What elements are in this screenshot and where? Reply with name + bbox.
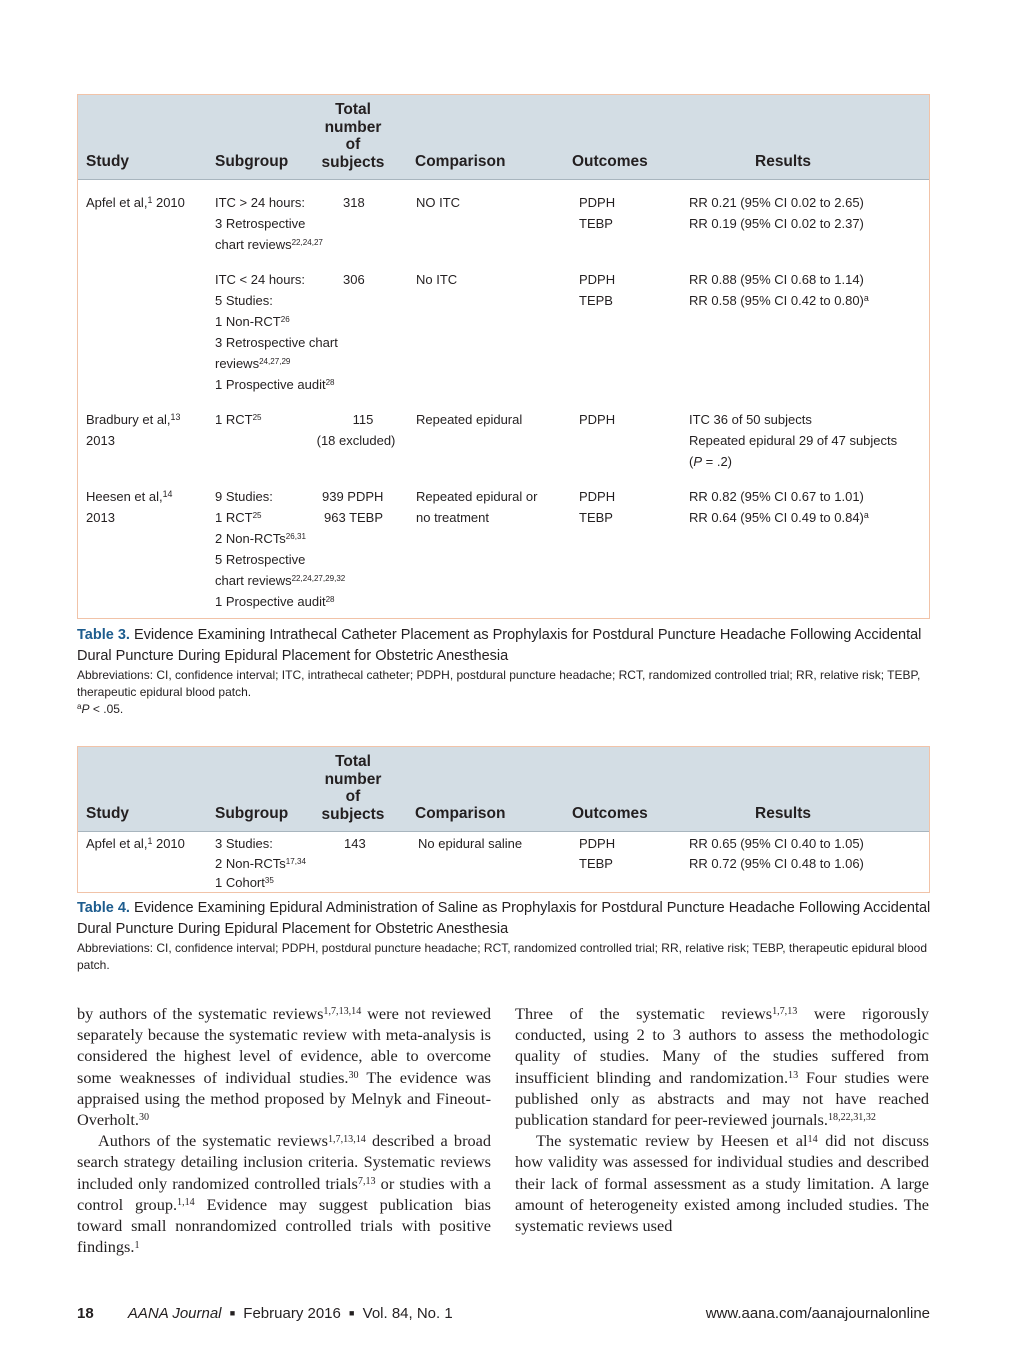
total-cell: 306	[343, 272, 365, 287]
header-study: Study	[86, 153, 130, 170]
table-4	[77, 746, 930, 893]
paragraph: Three of the systematic reviews$^{1,7,13}$ were rigorously conducted, using 2 to 3 authors to assess the methodologic quality of studies. Many of the studies suffered from insufficient blinding and randomization.$^{13}$ Four studies were published only as abstracts and may not have reached publication standard for peer-reviewed journals.$^{18,22,31,32}$	[515, 1004, 929, 1130]
header-comparison: Comparison	[415, 805, 506, 822]
header-study: Study	[86, 805, 130, 822]
header-subgroup: Subgroup	[215, 153, 289, 170]
issue-date: February 2016	[243, 1305, 341, 1322]
header-total-subjects: Total number of subjects	[321, 753, 385, 823]
header-subgroup: Subgroup	[215, 805, 289, 822]
comparison-cell: No epidural saline	[418, 836, 523, 851]
header-results: Results	[755, 805, 811, 822]
paragraph: Authors of the systematic reviews$^{1,7,13,14}$ described a broad search strategy detailing inclusion criteria. Systematic reviews included only randomized controlled trials$^{7,13}$ or studies with a control group.$^{1,14}$ Evidence may suggest publication bias toward small nonrandomized controlled trials with positive findings.$^1$	[77, 1131, 491, 1257]
volume: Vol. 84, No. 1	[362, 1305, 453, 1322]
table-4-caption: Table 4. Evidence Examining Epidural Administration of Saline as Prophylaxis for Postdural Puncture Headache Following Accidental Dural Puncture During Epidural Placement for Obstetric Anesthesia Abbreviations: CI, confidence interval; PDPH, postdural puncture headache; RCT, randomized controlled trial; RR, relative risk; TEBP, therapeutic epidural blood patch.	[77, 898, 937, 974]
outcomes-cell: PDPH TEBP	[579, 489, 616, 525]
comparison-cell: Repeated epidural	[416, 412, 523, 427]
page-number: 18	[77, 1305, 94, 1322]
table-3-caption: Table 3. Evidence Examining Intrathecal Catheter Placement as Prophylaxis for Postdural Puncture Headache Following Accidental Dural Puncture During Epidural Placement for Obstetric Anesthesia Abbreviations: CI, confidence interval; ITC, intrathecal catheter; PDPH, postdural puncture headache; RCT, randomized controlled trial; RR, relative risk; TEBP, therapeutic epidural blood patch. $^a$P < .05.	[77, 625, 937, 718]
results-cell: RR 0.88 (95% CI 0.68 to 1.14) RR 0.58 (95% CI 0.42 to 0.80)$^a$	[689, 272, 869, 308]
subgroup-cell: ITC < 24 hours: 5 Studies: 1 Non-RCT$^{26}$ 3 Retrospective chart reviews$^{24,27,29}$ 1 Prospective audit$^{28}$	[215, 272, 338, 392]
header-results: Results	[755, 153, 811, 170]
outcomes-cell: PDPH TEPB	[579, 272, 616, 308]
results-cell: RR 0.82 (95% CI 0.67 to 1.01) RR 0.64 (95% CI 0.49 to 0.84)$^a$	[689, 489, 869, 525]
paragraph: by authors of the systematic reviews$^{1,7,13,14}$ were not reviewed separately because the systematic review with meta-analysis is considered the highest level of evidence, able to overcome some weaknesses of individual studies.$^{30}$ The evidence was appraised using the method proposed by Melnyk and Fineout-Overholt.$^{30}$	[77, 1004, 492, 1130]
separator-icon: ■	[229, 1308, 236, 1318]
table-3	[77, 94, 930, 619]
table-row: Apfel et al,$^1$ 2010	[86, 195, 185, 210]
body-column-right	[515, 1003, 929, 1236]
header-total-subjects: Total number of subjects	[321, 101, 385, 171]
outcomes-cell: PDPH TEBP	[579, 195, 616, 231]
table-3-footnote: $^a$P < .05.	[77, 702, 124, 716]
results-cell: RR 0.21 (95% CI 0.02 to 2.65) RR 0.19 (95% CI 0.02 to 2.37)	[689, 195, 864, 231]
header-outcomes: Outcomes	[572, 153, 648, 170]
paragraph: The systematic review by Heesen et al$^{14}$ did not discuss how validity was assessed for individual studies and described their lack of formal assessment as a study limitation. A large amount of heterogeneity existed among included studies. The systematic reviews used	[515, 1131, 929, 1236]
header-outcomes: Outcomes	[572, 805, 648, 822]
outcomes-cell: PDPH	[579, 412, 616, 427]
table-row: Apfel et al,$^1$ 2010	[86, 836, 185, 851]
results-cell: ITC 36 of 50 subjects Repeated epidural 29 of 47 subjects (P = .2)	[689, 412, 898, 469]
header-comparison: Comparison	[415, 153, 506, 170]
outcomes-cell: PDPH TEBP	[579, 836, 616, 871]
table-4-header	[78, 747, 929, 832]
total-cell: 115 (18 excluded)	[316, 412, 396, 448]
comparison-cell: NO ITC	[416, 195, 461, 210]
table-row: Heesen et al,$^{14}$ 2013	[86, 489, 173, 525]
table-4-abbreviations: Abbreviations: CI, confidence interval; PDPH, postdural puncture headache; RCT, randomized controlled trial; RR, relative risk; TEBP, therapeutic epidural blood patch.	[77, 941, 927, 972]
total-cell: 143	[344, 836, 366, 851]
table-3-header	[78, 95, 929, 180]
subgroup-cell: 1 RCT$^{25}$	[215, 412, 262, 427]
body-column-left	[77, 1003, 491, 1257]
total-cell: 318	[343, 195, 365, 210]
separator-icon: ■	[349, 1308, 355, 1318]
table-3-abbreviations: Abbreviations: CI, confidence interval; ITC, intrathecal catheter; PDPH, postdural puncture headache; RCT, randomized controlled trial; RR, relative risk; TEBP, therapeutic epidural blood patch.	[77, 668, 921, 699]
comparison-cell: No ITC	[416, 272, 458, 287]
journal-name: AANA Journal	[127, 1305, 222, 1322]
subgroup-cell: 9 Studies: 1 RCT$^{25}$ 2 Non-RCTs$^{26,31}$ 5 Retrospective chart reviews$^{22,24,27,29,32}$ 1 Prospective audit$^{28}$	[215, 489, 346, 609]
table-4-body	[78, 832, 929, 894]
results-cell: RR 0.65 (95% CI 0.40 to 1.05) RR 0.72 (95% CI 0.48 to 1.06)	[689, 836, 864, 871]
table-3-body	[78, 180, 929, 620]
comparison-cell: Repeated epidural or no treatment	[416, 489, 538, 525]
journal-url-link[interactable]: www.aana.com/aanajournalonline	[705, 1305, 930, 1322]
subgroup-cell: ITC > 24 hours: 3 Retrospective chart reviews$^{22,24,27}$	[215, 195, 323, 252]
page-footer	[77, 1305, 930, 1322]
subgroup-cell: 3 Studies: 2 Non-RCTs$^{17,34}$ 1 Cohort$^{35}$	[215, 836, 306, 890]
table-row: Bradbury et al,$^{13}$ 2013	[86, 412, 181, 448]
total-cell: 939 PDPH 963 TEBP	[322, 489, 384, 525]
